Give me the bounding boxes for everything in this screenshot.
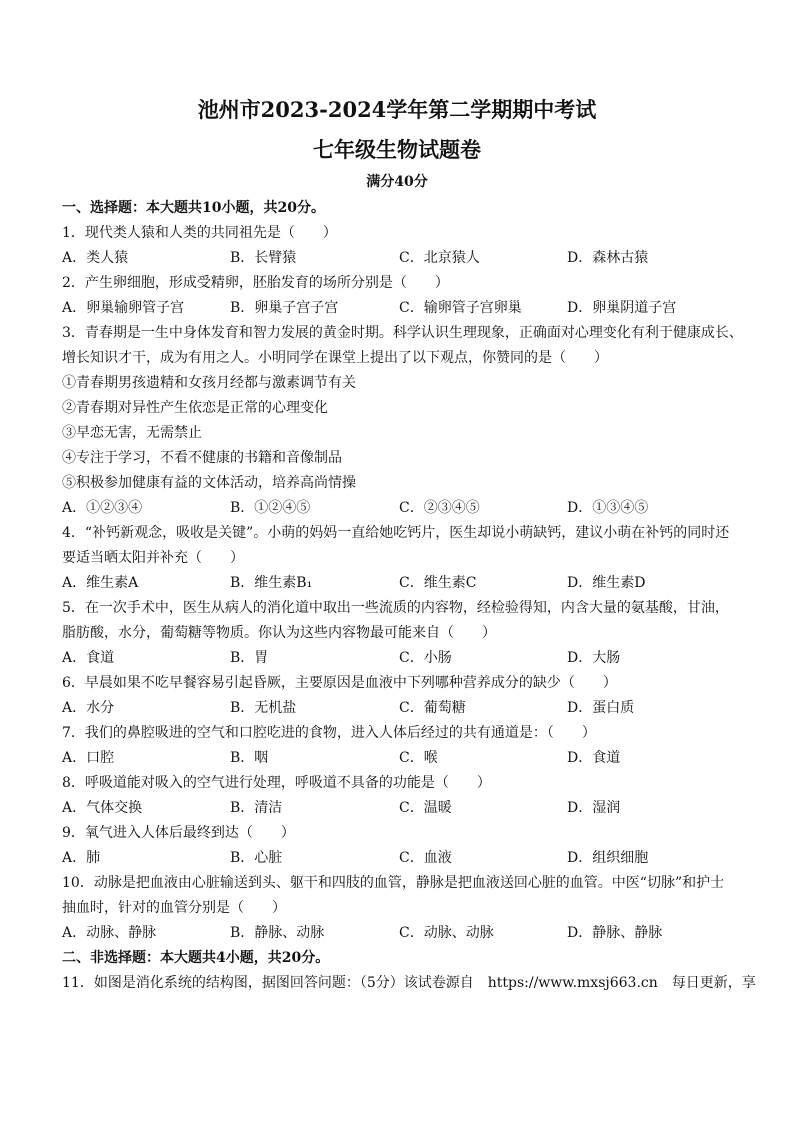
question-5-option-b: B．胃 xyxy=(230,650,269,666)
question-7-options xyxy=(62,748,742,768)
question-4-stem-line-2: 要适当晒太阳并补充（ ） xyxy=(62,550,244,566)
full-score: 满分40分 xyxy=(366,174,428,190)
question-9-options xyxy=(62,848,742,868)
question-3-statement-4: ④专注于学习，不看不健康的书籍和音像制品 xyxy=(62,450,342,466)
question-9-option-d: D．组织细胞 xyxy=(567,850,649,866)
question-7-option-b: B．咽 xyxy=(230,750,269,766)
question-5-stem-line-2: 脂肪酸，水分，葡萄糖等物质。你认为这些内容物最可能来自（ ） xyxy=(62,625,496,641)
question-10-stem-line-1: 10．动脉是把血液由心脏输送到头、躯干和四肢的血管，静脉是把血液送回心脏的血管。中医“切脉”和护士 xyxy=(62,875,725,891)
question-6-options xyxy=(62,698,742,718)
section-heading-non-choice: 二、非选择题：本大题共4小题，共20分。 xyxy=(62,950,330,966)
question-4-option-c: C．维生素C xyxy=(399,575,477,591)
question-6-option-b: B．无机盐 xyxy=(230,700,297,716)
question-5-option-a: A．食道 xyxy=(62,650,115,666)
question-3-stem-line-1: 3．青春期是一生中身体发育和智力发展的黄金时期。科学认识生理现象，正确面对心理变化有利于健康成长、 xyxy=(62,325,743,341)
question-2-option-c: C．输卵管子宫卵巢 xyxy=(399,300,522,316)
question-2-stem: 2．产生卵细胞，形成受精卵，胚胎发育的场所分别是（ ） xyxy=(62,275,449,291)
question-8-option-d: D．湿润 xyxy=(567,800,621,816)
question-1-option-b: B．长臂猿 xyxy=(230,250,297,266)
question-9-option-a: A．肺 xyxy=(62,850,101,866)
question-3-statement-1: ①青春期男孩遗精和女孩月经都与激素调节有关 xyxy=(62,375,356,391)
question-10-options xyxy=(62,923,742,943)
question-7-stem: 7．我们的鼻腔吸进的空气和口腔吃进的食物，进入人体后经过的共有通道是：（ ） xyxy=(62,725,596,741)
question-3-option-d: D．①③④⑤ xyxy=(567,500,649,516)
question-2-option-a: A．卵巢输卵管子宫 xyxy=(62,300,185,316)
question-6-option-a: A．水分 xyxy=(62,700,115,716)
question-8-option-a: A．气体交换 xyxy=(62,800,143,816)
question-3-statement-2: ②青春期对异性产生依恋是正常的心理变化 xyxy=(62,400,328,416)
question-4-option-b: B．维生素B₁ xyxy=(230,575,313,591)
question-4-option-d: D．维生素D xyxy=(567,575,646,591)
question-5-option-d: D．大肠 xyxy=(567,650,621,666)
question-3-statement-5: ⑤积极参加健康有益的文体活动，培养高尚情操 xyxy=(62,475,356,491)
question-6-option-c: C．葡萄糖 xyxy=(399,700,466,716)
question-9-stem: 9．氧气进入人体后最终到达（ ） xyxy=(62,825,295,841)
question-8-option-b: B．清洁 xyxy=(230,800,283,816)
question-8-options xyxy=(62,798,742,818)
question-10-stem-line-2: 抽血时，针对的血管分别是（ ） xyxy=(62,900,286,916)
question-6-stem: 6．早晨如果不吃早餐容易引起昏厥，主要原因是血液中下列哪种营养成分的缺少（ ） xyxy=(62,675,617,691)
question-10-option-d: D．静脉、静脉 xyxy=(567,925,663,941)
question-8-stem: 8．呼吸道能对吸入的空气进行处理，呼吸道不具备的功能是（ ） xyxy=(62,775,491,791)
exam-subtitle: 七年级生物试题卷 xyxy=(313,137,481,162)
question-1-option-c: C．北京猿人 xyxy=(399,250,480,266)
question-4-stem-line-1: 4．“补钙新观念，吸收是关键”。小萌的妈妈一直给她吃钙片，医生却说小萌缺钙，建议小萌在补钙的同时还 xyxy=(62,525,730,541)
question-5-option-c: C．小肠 xyxy=(399,650,452,666)
question-8-option-c: C．温暖 xyxy=(399,800,452,816)
exam-title: 池州市2023-2024学年第二学期期中考试 xyxy=(197,97,597,122)
question-4-options xyxy=(62,573,742,593)
question-7-option-d: D．食道 xyxy=(567,750,621,766)
question-3-stem-line-2: 增长知识才干，成为有用之人。小明同学在课堂上提出了以下观点，你赞同的是（ ） xyxy=(62,350,608,366)
question-9-option-c: C．血液 xyxy=(399,850,452,866)
question-10-option-c: C．动脉、动脉 xyxy=(399,925,494,941)
question-2-options xyxy=(62,298,742,318)
question-5-stem-line-1: 5．在一次手术中，医生从病人的消化道中取出一些流质的内容物，经检验得知，内含大量的氨基酸，甘油， xyxy=(62,600,729,616)
question-7-option-c: C．喉 xyxy=(399,750,438,766)
question-2-option-b: B．卵巢子宫子宫 xyxy=(230,300,339,316)
question-1-options xyxy=(62,248,742,268)
question-1-stem: 1．现代类人猿和人类的共同祖先是（ ） xyxy=(62,225,337,241)
question-7-option-a: A．口腔 xyxy=(62,750,115,766)
question-3-option-b: B．①②④⑤ xyxy=(230,500,311,516)
question-10-option-a: A．动脉、静脉 xyxy=(62,925,157,941)
section-heading-choice: 一、选择题：本大题共10小题，共20分。 xyxy=(62,200,325,216)
question-2-option-d: D．卵巢阴道子宫 xyxy=(567,300,677,316)
question-1-option-a: A．类人猿 xyxy=(62,250,129,266)
question-5-options xyxy=(62,648,742,668)
question-11-stem: 11．如图是消化系统的结构图，据图回答问题：（5分）该试卷源自 https://www.mxsj663.cn 每日更新，享 xyxy=(62,975,756,991)
question-9-option-b: B．心脏 xyxy=(230,850,283,866)
question-3-statement-3: ③早恋无害，无需禁止 xyxy=(62,425,202,441)
question-6-option-d: D．蛋白质 xyxy=(567,700,635,716)
question-4-option-a: A．维生素A xyxy=(62,575,139,591)
question-1-option-d: D．森林古猿 xyxy=(567,250,649,266)
question-10-option-b: B．静脉、动脉 xyxy=(230,925,325,941)
question-3-option-c: C．②③④⑤ xyxy=(399,500,480,516)
question-3-options xyxy=(62,498,742,518)
question-3-option-a: A．①②③④ xyxy=(62,500,143,516)
